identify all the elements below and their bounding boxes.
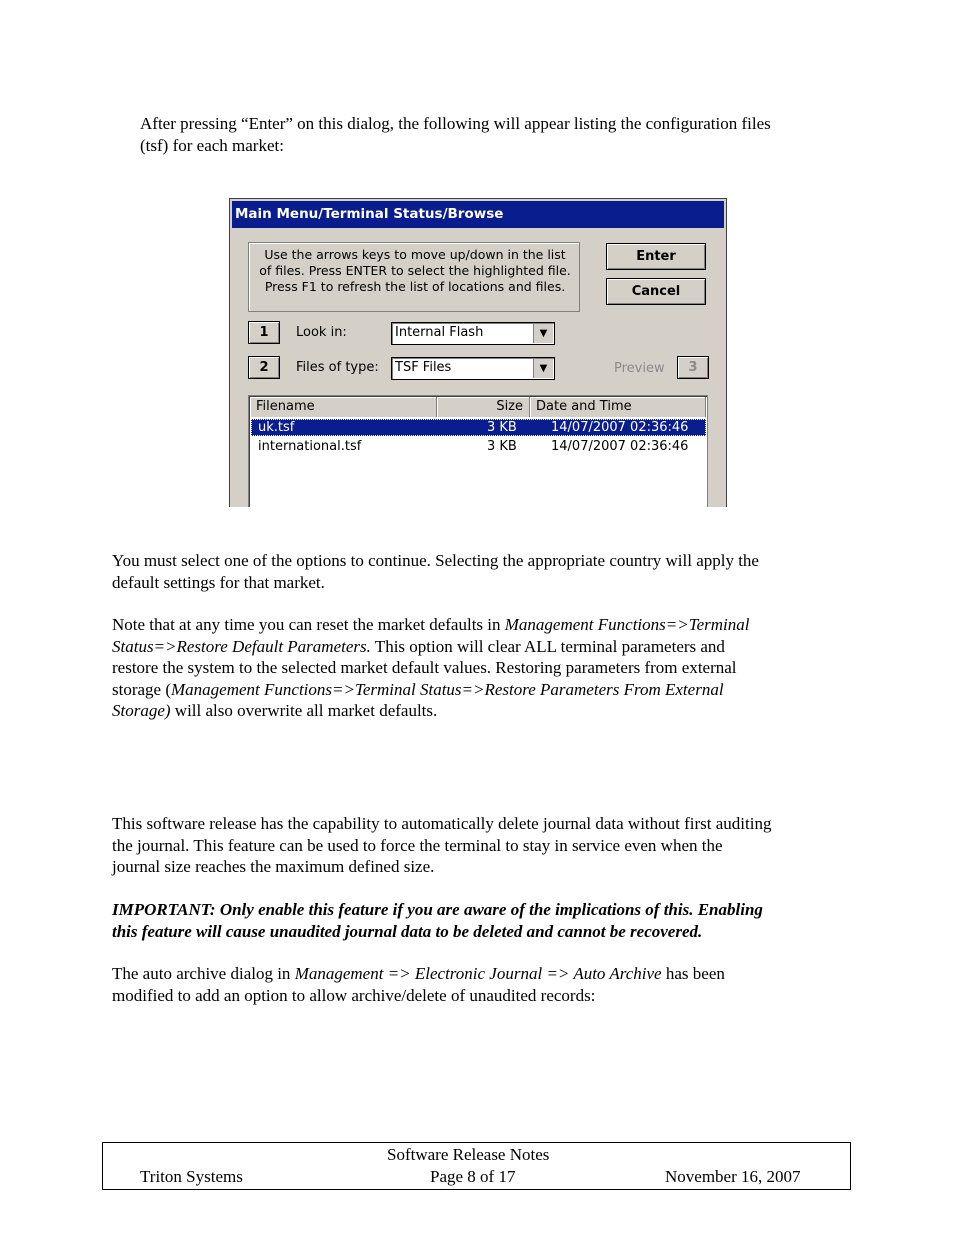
help-line-1: Use the arrows keys to move up/down in the list bbox=[264, 247, 566, 262]
menu-path: Storage) bbox=[112, 701, 171, 720]
files-type-select[interactable] bbox=[391, 357, 555, 380]
files-type-value: TSF Files bbox=[395, 360, 452, 375]
p2-text: will also overwrite all market defaults. bbox=[170, 701, 438, 720]
p2-text: restore the system to the selected market default values. Restoring parameters from external bbox=[112, 658, 737, 677]
help-text bbox=[251, 247, 579, 295]
p1-line-1: You must select one of the options to continue. Selecting the appropriate country will apply the bbox=[112, 551, 759, 570]
p5-line-2: modified to add an option to allow archive/delete of unaudited records: bbox=[112, 985, 596, 1005]
file-size: 3 KB bbox=[487, 420, 517, 435]
help-line-2: of files. Press ENTER to select the highlighted file. bbox=[259, 263, 571, 278]
page-footer bbox=[102, 1142, 851, 1190]
menu-path: Management => Electronic Journal => Auto Archive bbox=[294, 964, 662, 983]
intro-line-2: (tsf) for each market: bbox=[140, 135, 284, 155]
p2-text: Note that at any time you can reset the market defaults in bbox=[112, 615, 505, 634]
menu-path: Management Functions=>Terminal Status=>Restore Parameters From External bbox=[171, 679, 724, 699]
file-date: 14/07/2007 02:36:46 bbox=[551, 439, 689, 454]
footer-company: Triton Systems bbox=[140, 1167, 243, 1186]
file-row-selected[interactable] bbox=[251, 419, 706, 436]
file-name: international.tsf bbox=[258, 439, 362, 454]
column-header-filename[interactable]: Filename bbox=[250, 397, 437, 417]
look-in-select[interactable] bbox=[391, 322, 555, 345]
menu-path: Status=>Restore Default Parameters. bbox=[112, 636, 371, 656]
footer-date: November 16, 2007 bbox=[665, 1167, 801, 1186]
help-line-3: Press F1 to refresh the list of locations and files. bbox=[264, 279, 566, 294]
p5-text: has been bbox=[661, 964, 725, 983]
warning-line-2: this feature will cause unaudited journal data to be deleted and cannot be recovered. bbox=[112, 921, 703, 941]
files-type-key-button[interactable]: 2 bbox=[248, 356, 280, 379]
enter-button[interactable]: Enter bbox=[606, 243, 706, 270]
dropdown-arrow-icon[interactable]: ▼ bbox=[533, 324, 553, 343]
dialog-title: Main Menu/Terminal Status/Browse bbox=[232, 201, 724, 228]
menu-path: Management Functions=>Terminal bbox=[504, 615, 750, 634]
warning-line-1: IMPORTANT: Only enable this feature if you are aware of the implications of this. Enabling bbox=[112, 900, 763, 919]
file-size: 3 KB bbox=[487, 439, 517, 454]
p2-text: This option will clear ALL terminal parameters and bbox=[370, 636, 725, 656]
dropdown-arrow-icon[interactable]: ▼ bbox=[533, 359, 553, 378]
intro-paragraph bbox=[140, 113, 880, 156]
paragraph-select-option bbox=[112, 550, 852, 593]
footer-page-number: Page 8 of 17 bbox=[430, 1167, 516, 1186]
look-in-label: Look in: bbox=[296, 325, 347, 340]
files-type-label: Files of type: bbox=[296, 360, 379, 375]
paragraph-auto-archive bbox=[112, 963, 852, 1006]
column-header-date[interactable]: Date and Time bbox=[530, 397, 706, 417]
column-header-size[interactable]: Size bbox=[437, 397, 530, 417]
p3-line-2: the journal. This feature can be used to force the terminal to stay in service even when the bbox=[112, 835, 723, 855]
paragraph-reset-defaults bbox=[112, 614, 852, 722]
file-date: 14/07/2007 02:36:46 bbox=[551, 420, 689, 435]
preview-label: Preview bbox=[614, 361, 665, 376]
cancel-button[interactable]: Cancel bbox=[606, 278, 706, 305]
paragraph-auto-delete bbox=[112, 813, 852, 878]
look-in-key-button[interactable]: 1 bbox=[248, 321, 280, 344]
preview-key-button[interactable]: 3 bbox=[677, 356, 709, 379]
p5-text: The auto archive dialog in bbox=[112, 964, 295, 983]
intro-line-1: After pressing “Enter” on this dialog, the following will appear listing the configuration files bbox=[140, 114, 771, 133]
p2-text: storage ( bbox=[112, 679, 172, 699]
important-warning bbox=[112, 899, 852, 942]
p3-line-1: This software release has the capability to automatically delete journal data without first auditing bbox=[112, 814, 772, 833]
file-name: uk.tsf bbox=[258, 420, 295, 435]
help-box bbox=[248, 242, 580, 312]
p3-line-3: journal size reaches the maximum defined size. bbox=[112, 857, 435, 876]
look-in-value: Internal Flash bbox=[395, 325, 484, 340]
file-row[interactable] bbox=[251, 438, 706, 455]
p1-line-2: default settings for that market. bbox=[112, 572, 325, 592]
browse-dialog-screenshot bbox=[229, 198, 727, 507]
file-list[interactable] bbox=[248, 395, 708, 507]
footer-doc-title: Software Release Notes bbox=[387, 1145, 550, 1164]
